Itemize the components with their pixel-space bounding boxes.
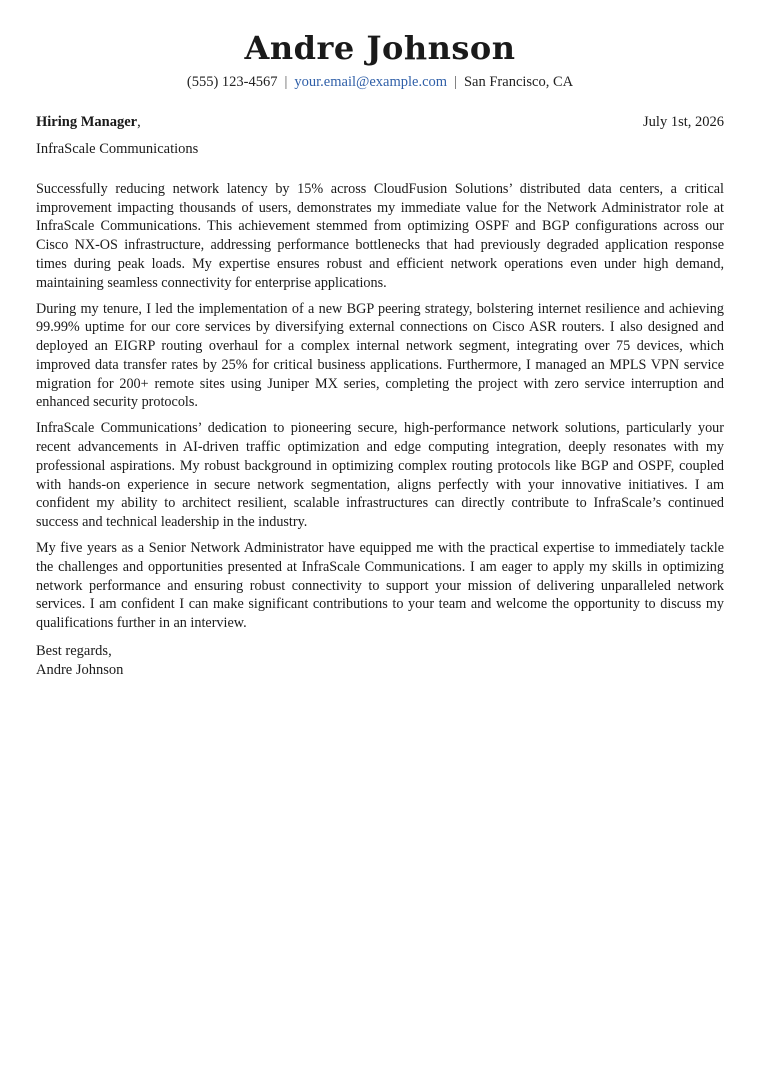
contact-separator: | — [284, 74, 288, 90]
closing-salutation: Best regards, — [36, 642, 112, 659]
body-paragraph: During my tenure, I led the implementation of a new BGP peering strategy, bolstering internet resilience and achieving 99.99% uptime for our core services by diversifying external connections on Cisco ASR routers. I also designed and deployed an EIGRP routing overhaul for a complex internal network segment, integrating over 75 devices, which improved data transfer rates by 25% for critical business applications. Furthermore, I managed an MPLS VPN service migration for 200+ remote sites using Juniper MX series, completing the project with zero service interruption and enhanced security protocols. — [36, 300, 724, 411]
applicant-name: Andre Johnson — [244, 29, 516, 67]
recipient-name: Hiring Manager — [36, 114, 138, 130]
letter-closing — [36, 642, 724, 680]
recipient-date-row — [36, 113, 724, 131]
recipient-name-suffix: , — [137, 114, 141, 130]
letter-date: July 1st, 2026 — [643, 114, 724, 130]
contact-line — [36, 72, 724, 92]
cover-letter-page — [36, 28, 724, 680]
body-paragraph: InfraScale Communications’ dedication to pioneering secure, high-performance network solutions, particularly your recent advancements in AI-driven traffic optimization and edge computing integration, deeply resonates with my professional aspirations. My robust background in optimizing complex routing protocols like BGP and OSPF, coupled with hands-on experience in secure network segmentation, aligns perfectly with your innovative initiatives. I am confident my ability to architect resilient, scalable infrastructures can directly contribute to InfraScale’s continued success and technical leadership in the industry. — [36, 420, 724, 530]
body-paragraph: Successfully reducing network latency by 15% across CloudFusion Solutions’ distributed data centers, a critical improvement impacting thousands of users, demonstrates my immediate value for the Network Administrator role at InfraScale Communications. This achievement stemmed from optimizing OSPF and BGP configurations across our Cisco NX-OS infrastructure, addressing performance bottlenecks that had previously degraded application response times during peak loads. My expertise ensures robust and efficient network operations even under high demand, maintaining seamless connectivity for enterprise applications. — [36, 181, 724, 291]
phone-number: (555) 123-4567 — [186, 74, 278, 90]
contact-separator: | — [454, 74, 457, 90]
recipient-company: InfraScale Communications — [36, 141, 199, 157]
email-link[interactable]: your.email@example.com — [294, 74, 448, 90]
closing-signature: Andre Johnson — [36, 661, 124, 678]
body-paragraph: My five years as a Senior Network Administrator have equipped me with the practical expertise to immediately tackle the challenges and opportunities presented at InfraScale Communications. I am eager to apply my skills in optimizing network performance and ensuring robust connectivity to support your mission of delivering unparalleled network services. I am confident I can make significant contributions to your team and welcome the opportunity to discuss my qualifications further in an interview. — [36, 540, 724, 631]
letter-body — [36, 180, 724, 633]
recipient-greeting — [36, 113, 141, 131]
location: San Francisco, CA — [463, 74, 574, 90]
